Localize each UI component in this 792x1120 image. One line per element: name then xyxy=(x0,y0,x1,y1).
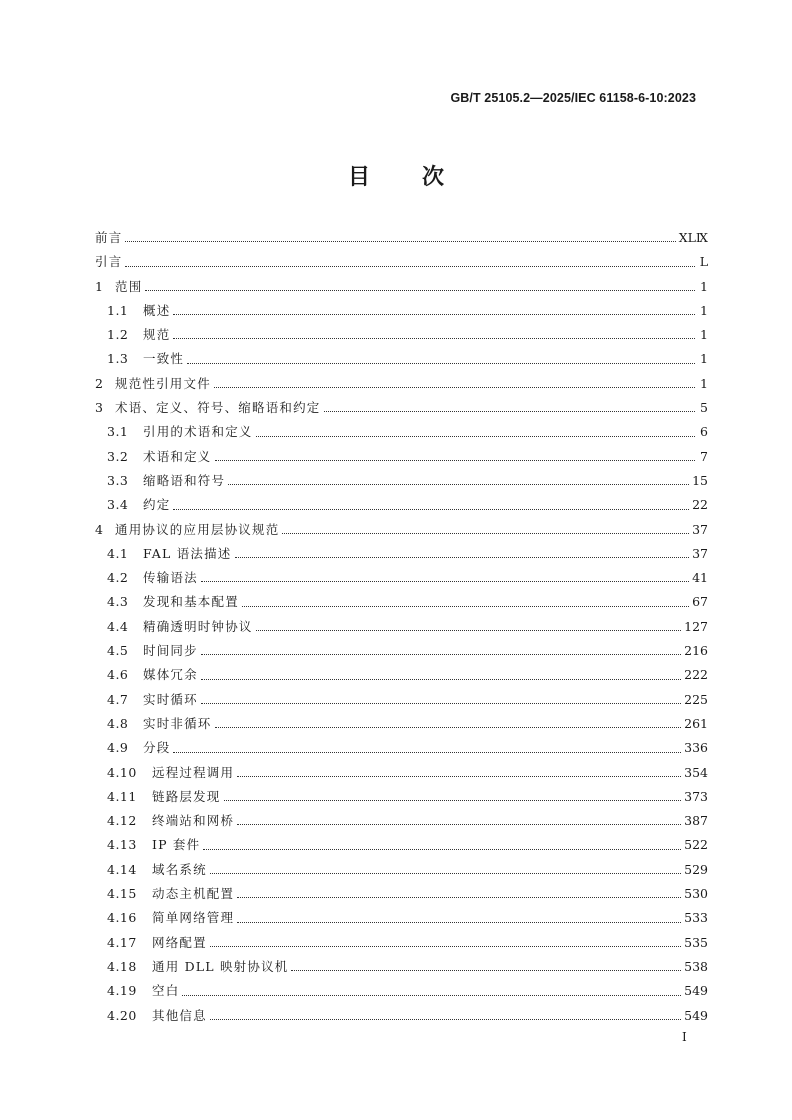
toc-entry-number: 3.4 xyxy=(107,497,129,513)
toc-entry-title: 规范性引用文件 xyxy=(115,375,211,391)
dot-leader xyxy=(201,566,689,590)
dot-leader xyxy=(125,226,675,250)
toc-entry[interactable] xyxy=(95,712,708,736)
toc-entry-number: 3 xyxy=(95,400,104,416)
toc-entry[interactable] xyxy=(95,615,708,639)
toc-entry-title: 引用的术语和定义 xyxy=(143,424,253,440)
dot-leader xyxy=(256,615,682,639)
toc-entry-page: 387 xyxy=(684,813,708,829)
toc-entry[interactable] xyxy=(95,445,708,469)
toc-entry-number: 4.1 xyxy=(107,545,129,561)
toc-entry-title: 精确透明时钟协议 xyxy=(143,618,253,634)
toc-entry-title: IP 套件 xyxy=(152,837,201,853)
toc-entry-page: 1 xyxy=(700,375,708,391)
toc-entry-number: 4.11 xyxy=(107,788,137,804)
toc-entry-title: 通用协议的应用层协议规范 xyxy=(115,521,280,537)
dot-leader xyxy=(237,906,681,930)
toc-entry-page: 216 xyxy=(684,643,708,659)
toc-entry-title: 实时循环 xyxy=(143,691,198,707)
toc-entry-title: 引言 xyxy=(95,254,123,270)
toc-entry-page: 5 xyxy=(700,400,708,416)
toc-entry[interactable] xyxy=(95,761,708,785)
toc-entry[interactable] xyxy=(95,542,708,566)
toc-entry-number: 1 xyxy=(95,278,104,294)
toc-entry[interactable] xyxy=(95,226,708,250)
toc-entry-page: 1 xyxy=(700,351,708,367)
toc-entry-title: 范围 xyxy=(115,278,143,294)
dot-leader xyxy=(187,347,695,371)
toc-entry-number: 4.4 xyxy=(107,618,129,634)
toc-entry[interactable] xyxy=(95,809,708,833)
toc-entry-number: 4.5 xyxy=(107,643,129,659)
table-of-contents xyxy=(95,226,708,1028)
toc-entry-page: 67 xyxy=(692,594,708,610)
toc-entry-title: 发现和基本配置 xyxy=(143,594,239,610)
toc-entry-title: 时间同步 xyxy=(143,643,198,659)
toc-entry[interactable] xyxy=(95,833,708,857)
toc-entry-number: 4.7 xyxy=(107,691,129,707)
toc-entry-number: 4.19 xyxy=(107,983,137,999)
dot-leader xyxy=(215,445,695,469)
toc-entry-title: 一致性 xyxy=(143,351,185,367)
toc-entry-page: 41 xyxy=(692,570,708,586)
page-number: I xyxy=(682,1030,687,1044)
toc-entry-title: 术语和定义 xyxy=(143,448,212,464)
toc-entry-number: 4.13 xyxy=(107,837,137,853)
toc-entry-page: L xyxy=(699,254,708,270)
toc-entry-number: 4.12 xyxy=(107,813,137,829)
toc-entry[interactable] xyxy=(95,955,708,979)
dot-leader xyxy=(215,712,682,736)
toc-entry-title: 网络配置 xyxy=(152,934,207,950)
dot-leader xyxy=(201,688,681,712)
dot-leader xyxy=(173,323,695,347)
dot-leader xyxy=(210,931,681,955)
toc-entry[interactable] xyxy=(95,420,708,444)
toc-entry-title: 分段 xyxy=(143,740,171,756)
toc-entry-number: 2 xyxy=(95,375,104,391)
dot-leader xyxy=(201,663,681,687)
dot-leader xyxy=(291,955,681,979)
toc-entry-title: 通用 DLL 映射协议机 xyxy=(152,958,289,974)
dot-leader xyxy=(210,1004,681,1028)
toc-entry[interactable] xyxy=(95,663,708,687)
toc-entry[interactable] xyxy=(95,566,708,590)
toc-entry-page: 7 xyxy=(700,448,708,464)
toc-entry[interactable] xyxy=(95,931,708,955)
toc-entry-number: 4.17 xyxy=(107,934,137,950)
toc-entry-number: 1.2 xyxy=(107,327,129,343)
toc-entry-page: 549 xyxy=(684,1007,708,1023)
toc-entry[interactable] xyxy=(95,785,708,809)
toc-entry-page: 373 xyxy=(684,788,708,804)
toc-entry-title: 约定 xyxy=(143,497,171,513)
toc-entry-page: 522 xyxy=(684,837,708,853)
toc-entry-number: 4.15 xyxy=(107,886,137,902)
toc-entry-page: 22 xyxy=(692,497,708,513)
toc-entry[interactable] xyxy=(95,639,708,663)
toc-entry[interactable] xyxy=(95,372,708,396)
toc-entry-page: 127 xyxy=(684,618,708,634)
toc-entry-title: 缩略语和符号 xyxy=(143,472,226,488)
toc-entry-page: 15 xyxy=(692,472,708,488)
toc-entry-number: 4 xyxy=(95,521,104,537)
toc-entry[interactable] xyxy=(95,250,708,274)
dot-leader xyxy=(203,833,681,857)
dot-leader xyxy=(173,736,681,760)
toc-entry-title: 媒体冗余 xyxy=(143,667,198,683)
dot-leader xyxy=(145,275,695,299)
toc-entry-page: 1 xyxy=(700,278,708,294)
toc-entry[interactable] xyxy=(95,396,708,420)
toc-entry-number: 4.2 xyxy=(107,570,129,586)
toc-title xyxy=(0,160,792,191)
toc-entry-title: 其他信息 xyxy=(152,1007,207,1023)
dot-leader xyxy=(125,250,695,274)
toc-entry[interactable] xyxy=(95,1004,708,1028)
toc-entry-page: 549 xyxy=(684,983,708,999)
toc-entry-page: XLⅨ xyxy=(678,230,708,245)
toc-entry-title: 实时非循环 xyxy=(143,715,212,731)
toc-entry-number: 3.1 xyxy=(107,424,129,440)
toc-entry-page: 1 xyxy=(700,327,708,343)
toc-entry-title: 规范 xyxy=(143,327,171,343)
toc-entry-number: 4.18 xyxy=(107,958,137,974)
toc-entry-page: 535 xyxy=(684,934,708,950)
toc-entry-number: 4.16 xyxy=(107,910,137,926)
toc-entry-page: 222 xyxy=(684,667,708,683)
toc-entry-title: FAL 语法描述 xyxy=(143,545,232,561)
toc-entry[interactable] xyxy=(95,590,708,614)
toc-entry-number: 4.10 xyxy=(107,764,137,780)
toc-entry-number: 4.14 xyxy=(107,861,137,877)
toc-entry[interactable] xyxy=(95,858,708,882)
dot-leader xyxy=(182,979,681,1003)
dot-leader xyxy=(324,396,695,420)
toc-entry-title: 链路层发现 xyxy=(152,788,221,804)
toc-entry-number: 1.1 xyxy=(107,302,129,318)
toc-entry-number: 4.9 xyxy=(107,740,129,756)
dot-leader xyxy=(242,590,689,614)
toc-entry-number: 4.3 xyxy=(107,594,129,610)
dot-leader xyxy=(256,420,695,444)
dot-leader xyxy=(214,372,695,396)
toc-entry-number: 3.2 xyxy=(107,448,129,464)
toc-entry-page: 1 xyxy=(700,302,708,318)
toc-entry-page: 261 xyxy=(684,715,708,731)
toc-entry-page: 354 xyxy=(684,764,708,780)
toc-entry[interactable] xyxy=(95,882,708,906)
toc-entry-number: 4.20 xyxy=(107,1007,137,1023)
dot-leader xyxy=(282,518,689,542)
toc-entry[interactable] xyxy=(95,736,708,760)
toc-entry-page: 529 xyxy=(684,861,708,877)
toc-entry-number: 1.3 xyxy=(107,351,129,367)
toc-entry[interactable] xyxy=(95,275,708,299)
toc-entry-title: 终端站和网桥 xyxy=(152,813,235,829)
toc-entry[interactable] xyxy=(95,493,708,517)
toc-entry-title: 传输语法 xyxy=(143,570,198,586)
toc-entry[interactable] xyxy=(95,518,708,542)
dot-leader xyxy=(237,809,681,833)
toc-entry-number: 3.3 xyxy=(107,472,129,488)
dot-leader xyxy=(173,299,695,323)
toc-entry-page: 533 xyxy=(684,910,708,926)
toc-entry-page: 336 xyxy=(684,740,708,756)
toc-entry-title: 空白 xyxy=(152,983,180,999)
toc-entry-title: 域名系统 xyxy=(152,861,207,877)
toc-entry-title: 概述 xyxy=(143,302,171,318)
toc-entry-number: 4.6 xyxy=(107,667,129,683)
dot-leader xyxy=(224,785,682,809)
dot-leader xyxy=(235,542,690,566)
toc-entry[interactable] xyxy=(95,469,708,493)
dot-leader xyxy=(210,858,681,882)
toc-entry-page: 37 xyxy=(692,521,708,537)
toc-entry-number: 4.8 xyxy=(107,715,129,731)
toc-entry-title: 前言 xyxy=(95,230,123,245)
toc-entry-page: 37 xyxy=(692,545,708,561)
toc-entry[interactable] xyxy=(95,299,708,323)
toc-entry[interactable] xyxy=(95,979,708,1003)
toc-entry-title: 简单网络管理 xyxy=(152,910,235,926)
toc-entry-title: 术语、定义、符号、缩略语和约定 xyxy=(115,400,321,416)
dot-leader xyxy=(237,761,681,785)
dot-leader xyxy=(237,882,681,906)
dot-leader xyxy=(173,493,689,517)
toc-title-char-1: 目 xyxy=(347,165,370,190)
toc-entry-title: 远程过程调用 xyxy=(152,764,235,780)
toc-entry-page: 225 xyxy=(684,691,708,707)
standard-number-header: GB/T 25105.2—2025/IEC 61158-6-10:2023 xyxy=(450,91,696,105)
toc-entry-page: 6 xyxy=(700,424,708,440)
toc-entry[interactable] xyxy=(95,688,708,712)
dot-leader xyxy=(228,469,689,493)
toc-title-char-2: 次 xyxy=(422,165,445,190)
toc-entry-title: 动态主机配置 xyxy=(152,886,235,902)
toc-entry[interactable] xyxy=(95,906,708,930)
toc-entry[interactable] xyxy=(95,323,708,347)
toc-entry[interactable] xyxy=(95,347,708,371)
toc-entry-page: 530 xyxy=(684,886,708,902)
toc-entry-page: 538 xyxy=(684,958,708,974)
dot-leader xyxy=(201,639,681,663)
